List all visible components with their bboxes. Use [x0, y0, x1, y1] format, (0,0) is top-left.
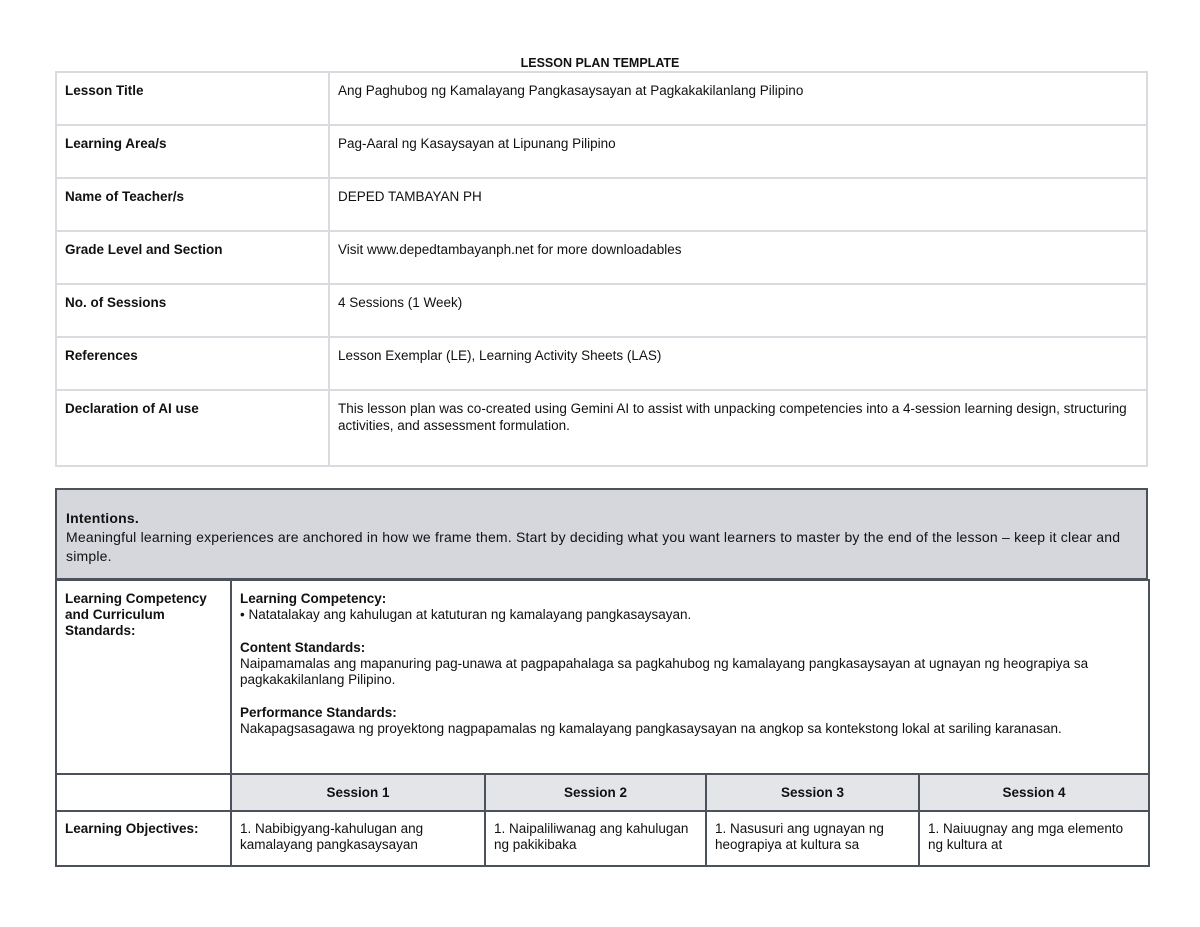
competency-heading: Learning Competency: — [240, 591, 387, 606]
objective-cell: 1. Nabibigyang-kahulugan ang kamalayang pangkasaysayan — [231, 811, 485, 866]
objective-cell: 1. Naipaliliwanag ang kahulugan ng pakikibaka — [485, 811, 706, 866]
sessions-header-row — [56, 774, 1149, 811]
info-row — [56, 337, 1147, 390]
session-header: Session 2 — [485, 774, 706, 811]
info-label: References — [56, 337, 329, 390]
info-label: Name of Teacher/s — [56, 178, 329, 231]
info-label: Declaration of AI use — [56, 390, 329, 466]
intentions-box — [55, 488, 1148, 580]
info-row — [56, 178, 1147, 231]
standards-content — [231, 580, 1149, 774]
curriculum-table — [55, 579, 1150, 867]
performance-standards-heading: Performance Standards: — [240, 705, 397, 720]
document-title: LESSON PLAN TEMPLATE — [520, 56, 680, 70]
info-row — [56, 125, 1147, 178]
intentions-text: Meaningful learning experiences are anchored in how we frame them. Start by deciding what you want learners to master by the end of the lesson – keep it clear and simple. — [66, 529, 1121, 564]
info-value: Ang Paghubog ng Kamalayang Pangkasaysayan at Pagkakakilanlang Pilipino — [329, 72, 1147, 125]
content-standards-text: Naipamamalas ang mapanuring pag-unawa at pagpapahalaga sa pagkahubog ng kamalayang pangkasaysayan at ugnayan ng heograpiya sa pagkakakilanlang Pilipino. — [240, 656, 1089, 687]
session-header: Session 1 — [231, 774, 485, 811]
standards-row — [56, 580, 1149, 774]
session-header: Session 4 — [919, 774, 1149, 811]
content-standards-block — [240, 640, 1140, 688]
info-value: DEPED TAMBAYAN PH — [329, 178, 1147, 231]
standards-label: Learning Competency and Curriculum Standards: — [56, 580, 231, 774]
competency-block — [240, 591, 1140, 623]
session-header: Session 3 — [706, 774, 919, 811]
content-standards-heading: Content Standards: — [240, 640, 366, 655]
info-label: No. of Sessions — [56, 284, 329, 337]
objectives-row — [56, 811, 1149, 866]
info-row — [56, 284, 1147, 337]
performance-standards-block — [240, 705, 1140, 737]
info-label: Lesson Title — [56, 72, 329, 125]
info-row — [56, 390, 1147, 466]
competency-text: • Natatalakay ang kahulugan at katuturan ng kamalayang pangkasaysayan. — [240, 607, 692, 622]
objective-cell: 1. Naiuugnay ang mga elemento ng kultura at — [919, 811, 1149, 866]
lesson-info-table — [55, 71, 1148, 467]
intentions-heading: Intentions. — [66, 510, 139, 526]
objective-cell: 1. Nasusuri ang ugnayan ng heograpiya at kultura sa — [706, 811, 919, 866]
sessions-header-blank — [56, 774, 231, 811]
info-label: Learning Area/s — [56, 125, 329, 178]
info-value: This lesson plan was co-created using Gemini AI to assist with unpacking competencies into a 4-session learning design, structuring activities, and assessment formulation. — [329, 390, 1147, 466]
objectives-label: Learning Objectives: — [56, 811, 231, 866]
performance-standards-text: Nakapagsasagawa ng proyektong nagpapamalas ng kamalayang pangkasaysayan na angkop sa kontekstong lokal at sariling karanasan. — [240, 721, 1062, 736]
info-row — [56, 231, 1147, 284]
info-value: Lesson Exemplar (LE), Learning Activity Sheets (LAS) — [329, 337, 1147, 390]
info-label: Grade Level and Section — [56, 231, 329, 284]
info-value: Visit www.depedtambayanph.net for more downloadables — [329, 231, 1147, 284]
info-value: 4 Sessions (1 Week) — [329, 284, 1147, 337]
info-row — [56, 72, 1147, 125]
info-value: Pag-Aaral ng Kasaysayan at Lipunang Pilipino — [329, 125, 1147, 178]
